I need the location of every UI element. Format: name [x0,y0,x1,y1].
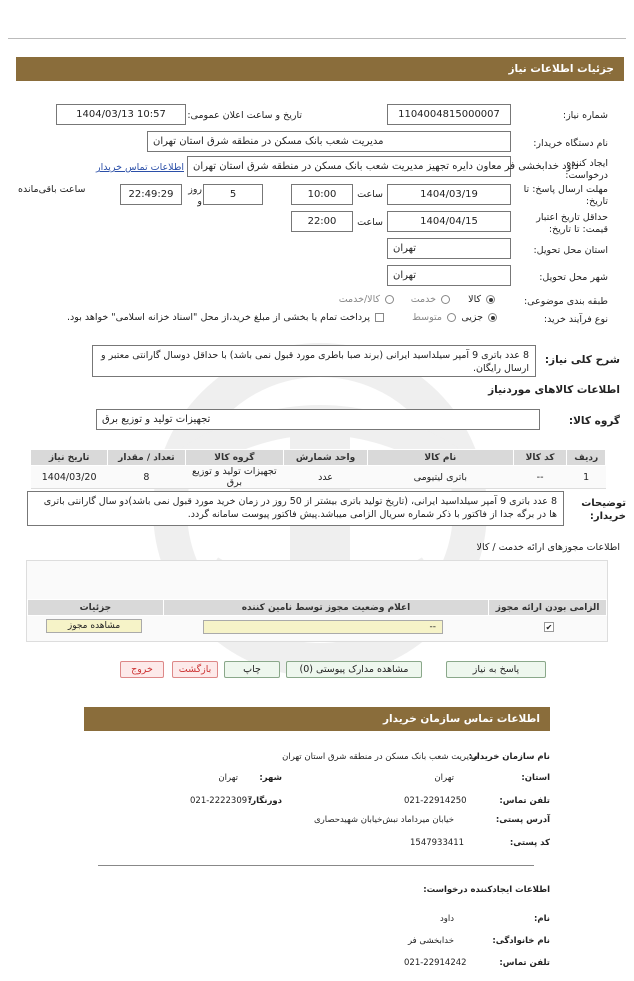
creator-label: ایجاد کننده درخواست: [565,158,608,181]
buyer-notes-label: توضیحات خریدار: [581,498,626,522]
deadline-time-label: ساعت [357,189,383,200]
goods-section-title: اطلاعات کالاهای موردنیاز [488,384,620,396]
treasury-payment-checkbox[interactable]: پرداخت تمام یا بخشی از مبلغ خرید،از محل "اسناد خزانه اسلامی" خواهد بود. [67,312,384,323]
creator-field [187,156,579,177]
radio-icon [486,295,495,304]
buyer-notes-box [27,491,564,526]
creator-name-label: نام: [533,914,550,924]
process-option-medium[interactable]: متوسط [412,312,456,323]
need-number-label: شماره نیاز: [562,110,608,121]
deadline-time-field: 10:00 [291,184,353,205]
province-label: استان محل تحویل: [533,245,608,256]
buyer-label: نام دستگاه خریدار: [533,138,608,149]
remaining-label: ساعت باقی‌مانده [18,184,86,195]
permit-status-field: -- [203,620,443,634]
buyer-field: مدیریت شعب بانک مسکن در منطقه شرق استان تهران [147,131,511,152]
back-button[interactable]: بازگشت [172,661,218,678]
category-option-service[interactable]: خدمت [411,294,450,305]
table-row[interactable]: 1 -- باتری لیتیومی عدد تجهیزات تولید و توزیع برق 8 1404/03/20 [31,466,606,489]
permits-table: الزامی بودن ارائه مجوز اعلام وضعیت مجوز توسط نامین کننده جزئیات [27,599,607,616]
summary-label: شرح کلی نیاز: [544,354,620,366]
goods-table [30,449,606,489]
need-number-field: 1104004815000007 [387,104,511,125]
contact-phone-value: 021-22914250 [404,796,467,806]
contact-org-value: مدیریت شعب بانک مسکن در منطقه شرق استان تهران [282,752,478,762]
deadline-label: مهلت ارسال پاسخ: تا تاریخ: [523,184,608,207]
view-permit-button[interactable]: مشاهده مجوز [46,619,142,633]
goods-group-field: تجهیزات تولید و توزیع برق [96,409,540,430]
radio-icon [385,295,394,304]
contact-fax-value: 021-22223097 [190,796,253,806]
permits-title: اطلاعات مجوزهای ارائه خدمت / کالا [476,542,620,553]
goods-group-label: گروه کالا: [568,415,620,427]
creator-phone-value: 021-22914242 [404,958,467,968]
days-field: 5 [203,184,263,205]
process-option-minor[interactable]: جزیی [461,312,497,323]
validity-time-field: 22:00 [291,211,353,232]
contact-title: اطلاعات تماس سازمان خریدار [383,713,540,725]
creator-name-value: داود [439,914,454,924]
process-label: نوع فرآیند خرید: [543,314,608,325]
creator-family-label: نام خانوادگی: [492,936,550,946]
city-label: شهر محل تحویل: [539,272,608,283]
contact-fax-label: دورنگار: [247,796,282,806]
contact-postal-label: کد پستی: [509,838,550,848]
top-divider [8,38,626,39]
province-field: تهران [387,238,511,259]
summary-text: 8 عدد باتری 9 آمپر سیلداسید ایرانی (برند صبا باطری مورد قبول نمی باشد) با حداقل دوسال گارانتی معتبر و ارسال رایگان. [101,350,529,374]
reply-button[interactable]: پاسخ به نیاز [446,661,546,678]
contact-panel-header [84,707,550,731]
buyer-contact-link[interactable]: اطلاعات تماس خریدار [96,162,185,173]
creator-family-value: خدابخشی فر [407,936,454,946]
category-label: طبقه بندی موضوعی: [523,296,608,307]
contact-city-label: شهر: [259,773,282,783]
goods-table-header: ردیف کد کالا نام کالا واحد شمارش گروه کالا تعداد / مقدار تاریخ نیاز [31,450,606,466]
attachments-button[interactable]: مشاهده مدارک پیوستی (0) [286,661,422,678]
contact-org-label: نام سازمان خریدار: [468,752,550,762]
contact-province-value: تهران [434,773,454,783]
radio-icon [447,313,456,322]
contact-address-label: آدرس پستی: [495,815,550,825]
remaining-time-field: 22:49:29 [120,184,182,205]
announce-label: تاریخ و ساعت اعلان عمومی: [187,110,302,121]
checkbox-icon [375,313,384,322]
contact-divider [98,865,534,866]
validity-label: حداقل تاریخ اعتبار قیمت: تا تاریخ: [536,212,608,235]
contact-phone-label: تلفن تماس: [499,796,550,806]
print-button[interactable]: چاپ [224,661,280,678]
panel-title: جزئیات اطلاعات نیاز [508,63,614,75]
days-label: روز و [188,184,202,207]
details-panel-header [16,57,624,81]
creator-info-title: اطلاعات ایجادکننده درخواست: [423,885,550,895]
validity-date-field: 1404/04/15 [387,211,511,232]
radio-icon [488,313,497,322]
announce-field: 1404/03/13 10:57 [56,104,186,125]
check-icon: ✔ [545,623,553,632]
creator-phone-label: تلفن تماس: [499,958,550,968]
radio-icon [441,295,450,304]
creator-value: داود خدابخشی فر معاون دایره تجهیز مدیریت شعب بانک مسکن در منطقه شرق استان تهران [193,161,579,172]
buyer-notes-text: 8 عدد باتری 9 آمپر سیلداسید ایرانی، (تاریخ تولید باتری بیشتر از 50 روز در زمان خرید مورد قبول نمی باشد)دو سال گارانتی باتری ها در برگه جدا از فاکتور با ذکر شماره سریال الزامی میباشد.پیش فاکتور پیوست سامانه گردد. [43,496,557,520]
contact-address-value: خیابان میرداماد نبش‌خیابان شهیدحصاری [313,815,454,825]
validity-time-label: ساعت [357,217,383,228]
summary-box [92,345,536,377]
contact-postal-value: 1547933411 [410,838,465,848]
contact-province-label: استان: [521,773,550,783]
exit-button[interactable]: خروج [120,661,164,678]
city-field: تهران [387,265,511,286]
deadline-date-field: 1404/03/19 [387,184,511,205]
category-option-goods[interactable]: کالا [468,294,495,305]
contact-city-value: تهران [218,773,238,783]
permit-required-checkbox[interactable] [544,622,554,632]
category-option-both[interactable]: کالا/خدمت [339,294,394,305]
